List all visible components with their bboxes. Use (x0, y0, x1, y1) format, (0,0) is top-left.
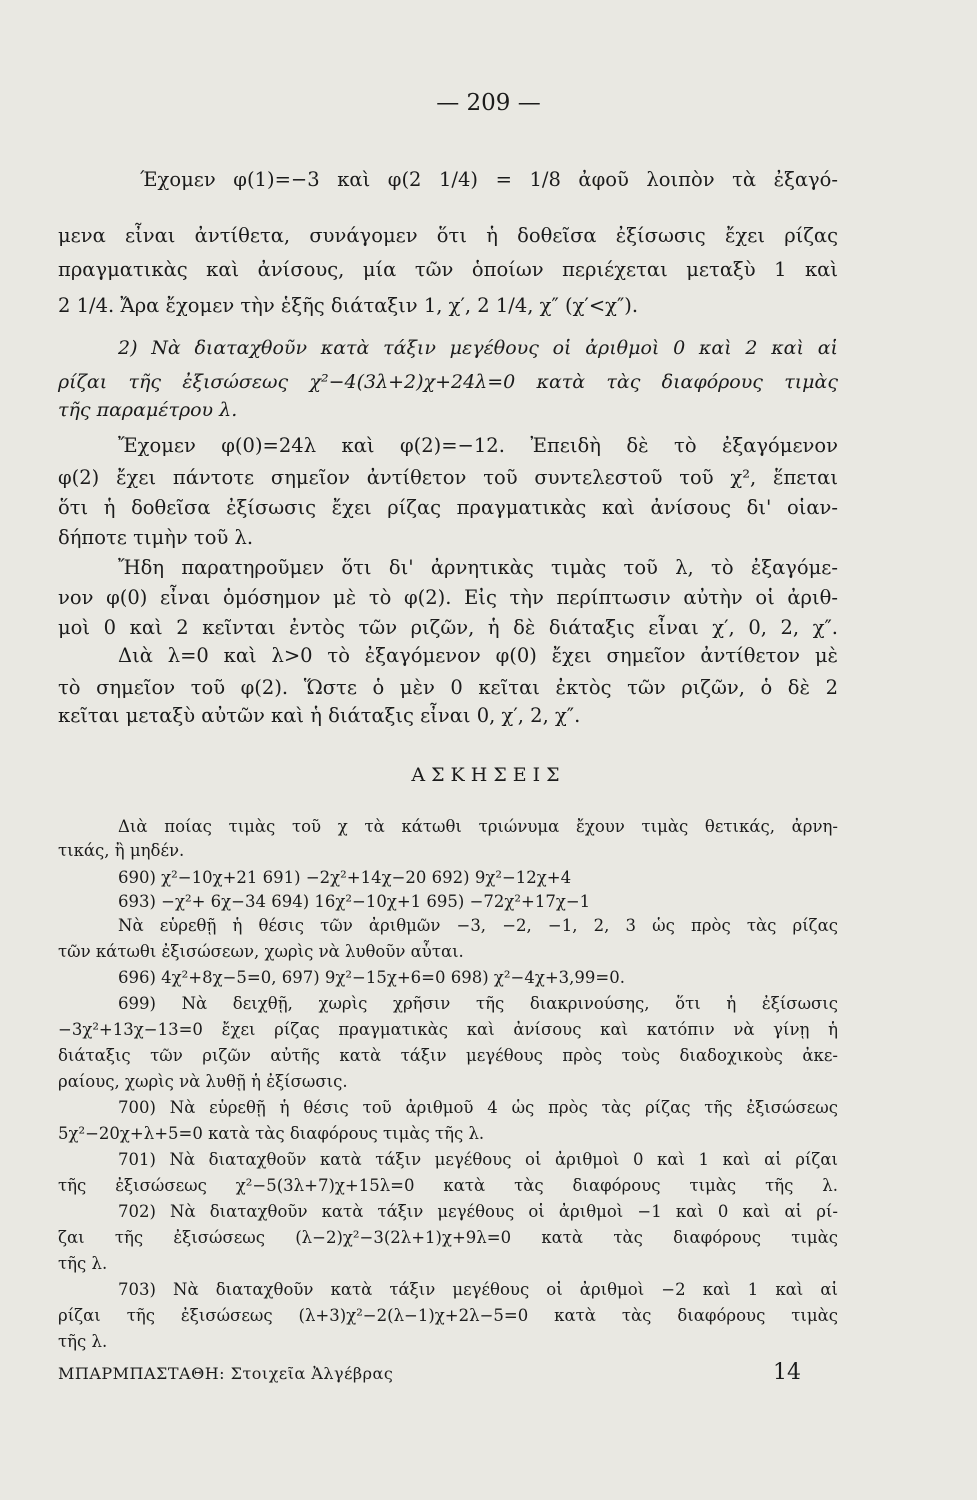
text-line: Έχομεν φ(1)=−3 καὶ φ(2 1/4) = 1/8 ἀφοῦ λοιπὸν τὰ ἐξαγό- (140, 168, 838, 191)
exercise-line: 702) Νὰ διαταχθοῦν κατὰ τάξιν μεγέθους οἱ ἀριθμοὶ −1 καὶ 0 καὶ αἱ ρί- (118, 1202, 838, 1221)
text-line: κεῖται μεταξὺ αὐτῶν καὶ ἡ διάταξις εἶναι 0, χ′, 2, χ″. (58, 704, 581, 727)
exercise-line: 700) Νὰ εὑρεθῇ ἡ θέσις τοῦ ἀριθμοῦ 4 ὡς πρὸς τὰς ρίζας τῆς ἐξισώσεως (118, 1098, 838, 1117)
exercise-line: ρίζαι τῆς ἐξισώσεως (λ+3)χ²−2(λ−1)χ+2λ−5=0 κατὰ τὰς διαφόρους τιμὰς (58, 1306, 838, 1325)
exercise-line: τικάς, ἢ μηδέν. (58, 841, 185, 860)
footer-book-title: ΜΠΑΡΜΠΑΣΤΑΘΗ: Στοιχεῖα Ἀλγέβρας (58, 1364, 394, 1383)
exercise-line: τῆς λ. (58, 1254, 108, 1273)
text-line: τὸ σημεῖον τοῦ φ(2). Ὥστε ὁ μὲν 0 κεῖται ἐκτὸς τῶν ριζῶν, ὁ δὲ 2 (58, 676, 838, 699)
exercise-line: τῆς λ. (58, 1332, 108, 1351)
text-line: φ(2) ἔχει πάντοτε σημεῖον ἀντίθετον τοῦ συντελεστοῦ τοῦ χ², ἕπεται (58, 466, 838, 489)
page-number: — 209 — (436, 90, 541, 116)
text-line: νον φ(0) εἶναι ὁμόσημον μὲ τὸ φ(2). Εἰς τὴν περίπτωσιν αὐτὴν οἱ ἀριθ- (58, 586, 838, 609)
exercise-line: ραίους, χωρὶς νὰ λυθῇ ἡ ἐξίσωσις. (58, 1072, 348, 1091)
footer-signature-number: 14 (773, 1360, 801, 1385)
exercise-line: ζαι τῆς ἐξισώσεως (λ−2)χ²−3(2λ+1)χ+9λ=0 κατὰ τὰς διαφόρους τιμὰς (58, 1228, 838, 1247)
text-line: ὅτι ἡ δοθεῖσα ἐξίσωσις ἔχει ρίζας πραγματικὰς καὶ ἀνίσους δι' οἱαν- (58, 496, 838, 519)
exercise-line: 690) χ²−10χ+21 691) −2χ²+14χ−20 692) 9χ²−12χ+4 (118, 868, 572, 887)
exercise-line: 699) Νὰ δειχθῇ, χωρὶς χρῆσιν τῆς διακρινούσης, ὅτι ἡ ἐξίσωσις (118, 994, 838, 1013)
text-line: πραγματικὰς καὶ ἀνίσους, μία τῶν ὁποίων περιέχεται μεταξὺ 1 καὶ (58, 258, 838, 281)
exercise-line: Διὰ ποίας τιμὰς τοῦ χ τὰ κάτωθι τριώνυμα ἔχουν τιμὰς θετικάς, ἀρνη- (118, 817, 838, 836)
text-line: μοὶ 0 καὶ 2 κεῖνται ἐντὸς τῶν ριζῶν, ἡ δὲ διάταξις εἶναι χ′, 0, 2, χ″. (58, 616, 838, 639)
exercise-line: 5χ²−20χ+λ+5=0 κατὰ τὰς διαφόρους τιμὰς τῆς λ. (58, 1124, 485, 1143)
exercises-heading: ΑΣΚΗΣΕΙΣ (411, 764, 566, 786)
text-line: 2) Νὰ διαταχθοῦν κατὰ τάξιν μεγέθους οἱ ἀριθμοὶ 0 καὶ 2 καὶ αἱ (118, 337, 838, 359)
exercise-line: διάταξις τῶν ριζῶν αὐτῆς κατὰ τάξιν μεγέθους πρὸς τοὺς διαδοχικοὺς ἀκε- (58, 1046, 838, 1065)
exercise-line: 703) Νὰ διαταχθοῦν κατὰ τάξιν μεγέθους οἱ ἀριθμοὶ −2 καὶ 1 καὶ αἱ (118, 1280, 838, 1299)
text-line: 2 1/4. Ἄρα ἔχομεν τὴν ἑξῆς διάταξιν 1, χ′, 2 1/4, χ″ (χ′<χ″). (58, 294, 639, 317)
exercise-line: τῆς ἐξισώσεως χ²−5(3λ+7)χ+15λ=0 κατὰ τὰς διαφόρους τιμὰς τῆς λ. (58, 1176, 838, 1195)
text-line: ρίζαι τῆς ἐξισώσεως χ²−4(3λ+2)χ+24λ=0 κατὰ τὰς διαφόρους τιμὰς (58, 371, 838, 393)
exercise-line: 701) Νὰ διαταχθοῦν κατὰ τάξιν μεγέθους οἱ ἀριθμοὶ 0 καὶ 1 καὶ αἱ ρίζαι (118, 1150, 838, 1169)
text-line: δήποτε τιμὴν τοῦ λ. (58, 526, 254, 549)
text-line: Ἔχομεν φ(0)=24λ καὶ φ(2)=−12. Ἐπειδὴ δὲ τὸ ἐξαγόμενον (118, 434, 838, 457)
text-line: Διὰ λ=0 καὶ λ>0 τὸ ἐξαγόμενον φ(0) ἔχει σημεῖον ἀντίθετον μὲ (118, 644, 838, 667)
exercise-line: 696) 4χ²+8χ−5=0, 697) 9χ²−15χ+6=0 698) χ²−4χ+3,99=0. (118, 968, 625, 987)
exercise-line: τῶν κάτωθι ἐξισώσεων, χωρὶς νὰ λυθοῦν αὗται. (58, 942, 464, 961)
text-line: τῆς παραμέτρου λ. (58, 399, 238, 421)
text-line: Ἤδη παρατηροῦμεν ὅτι δι' ἀρνητικὰς τιμὰς τοῦ λ, τὸ ἐξαγόμε- (118, 556, 838, 579)
exercise-line: Νὰ εὑρεθῇ ἡ θέσις τῶν ἀριθμῶν −3, −2, −1, 2, 3 ὡς πρὸς τὰς ρίζας (118, 916, 838, 935)
exercise-line: 693) −χ²+ 6χ−34 694) 16χ²−10χ+1 695) −72χ²+17χ−1 (118, 892, 591, 911)
exercise-line: −3χ²+13χ−13=0 ἔχει ρίζας πραγματικὰς καὶ ἀνίσους καὶ κατόπιν νὰ γίνῃ ἡ (58, 1020, 838, 1039)
text-line: μενα εἶναι ἀντίθετα, συνάγομεν ὅτι ἡ δοθεῖσα ἐξίσωσις ἔχει ρίζας (58, 224, 838, 247)
